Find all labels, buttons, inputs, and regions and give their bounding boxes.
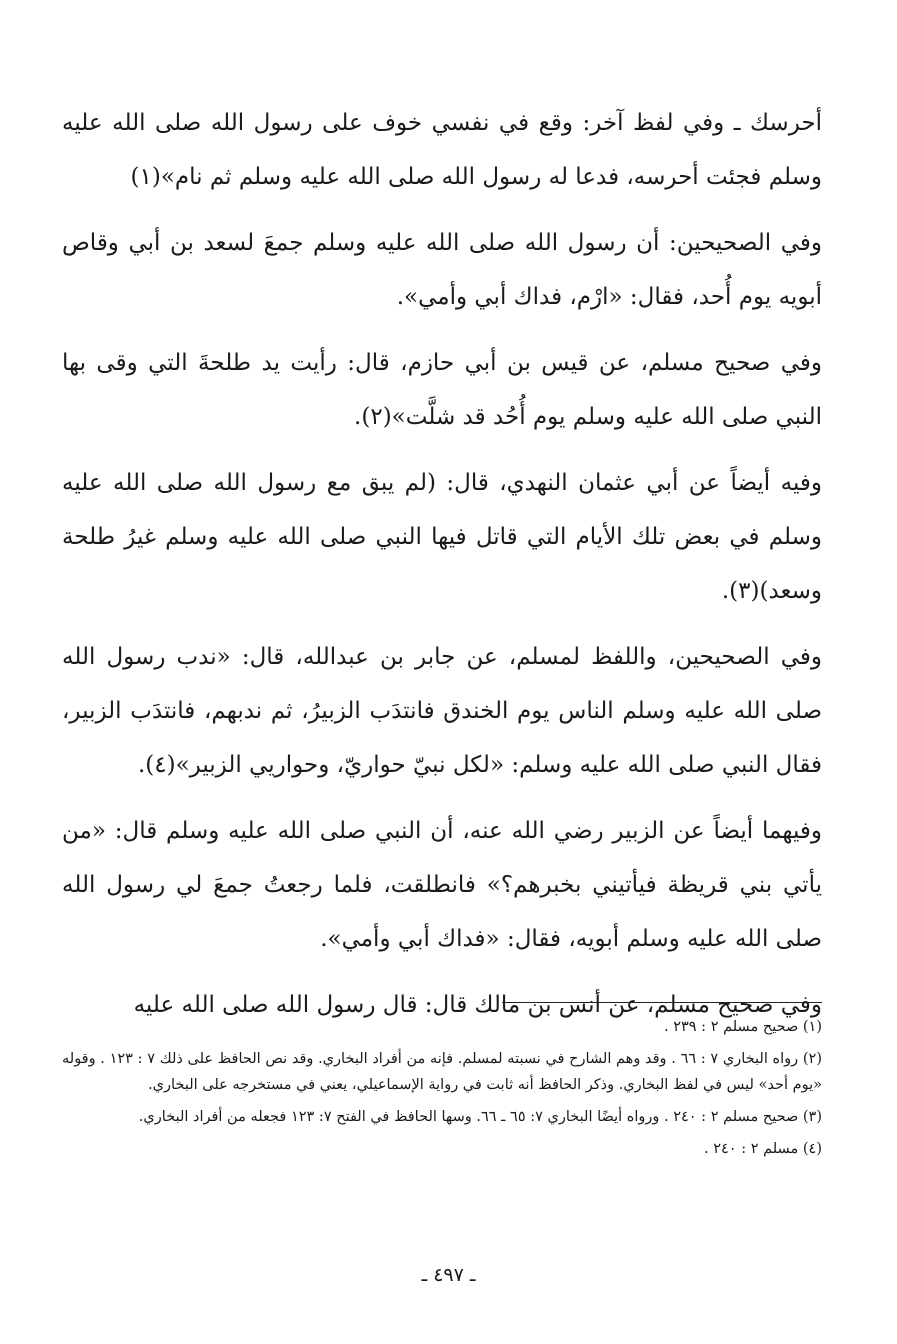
footnote-4: (٤) مسلم ٢ : ٢٤٠ .: [704, 1141, 822, 1157]
paragraph-6: وفيهما أيضاً عن الزبير رضي الله عنه، أن النبي صلى الله عليه وسلم قال: «من يأتي بني قريظة فيأتيني بخبرهم؟» فانطلقت، فلما رجعتُ جمعَ لي رسول الله صلى الله عليه وسلم أبويه، فقال: «فداك أبي وأمي».: [62, 818, 822, 952]
paragraph-2: وفي الصحيحين: أن رسول الله صلى الله عليه وسلم جمعَ لسعد بن أبي وقاص أبويه يوم أُحد، فقال: «ارْم، فداك أبي وأمي».: [62, 230, 822, 310]
paragraph-7: وفي صحيح مسلم، عن أنس بن مالك قال: قال رسول الله صلى الله عليه: [133, 992, 822, 1018]
footnotes: [62, 1014, 822, 1168]
paragraph-1: أحرسك ـ وفي لفظ آخر: وقع في نفسي خوف على رسول الله صلى الله عليه وسلم فجئت أحرسه، فدعا له رسول الله صلى الله عليه وسلم ثم نام»(١): [62, 110, 822, 190]
footnote-3: (٣) صحيح مسلم ٢ : ٢٤٠ . ورواه أيضًا البخاري ٧: ٦٥ ـ ٦٦. وسها الحافظ في الفتح ٧: ١٢٣ فجعله من أفراد البخاري.: [138, 1109, 822, 1125]
main-text: [62, 96, 822, 1044]
paragraph-5: وفي الصحيحين، واللفظ لمسلم، عن جابر بن عبدالله، قال: «ندب رسول الله صلى الله عليه وسلم الناس يوم الخندق فانتدَب الزبيرُ، ثم ندبهم، فانتدَب الزبير، فقال النبي صلى الله عليه وسلم: «لكل نبيّ حواريّ، وحواريي الزبير»(٤).: [62, 644, 822, 778]
paragraph-4: وفيه أيضاً عن أبي عثمان النهدي، قال: (لم يبق مع رسول الله صلى الله عليه وسلم في بعض تلك الأيام التي قاتل فيها النبي صلى الله عليه وسلم غيرُ طلحة وسعد)(٣).: [62, 470, 822, 604]
footnote-divider: [502, 1002, 822, 1003]
page-number: ـ ٤٩٧ ـ: [421, 1264, 476, 1286]
footnote-2: (٢) رواه البخاري ٧ : ٦٦ . وقد وهم الشارح في نسبته لمسلم. فإنه من أفراد البخاري. وقد نص الحافظ على ذلك ٧ : ١٢٣ . وقوله «يوم أحد» ليس في لفظ البخاري. وذكر الحافظ أنه ثابت في رواية الإسماعيلي، يعني في مستخرجه على البخاري.: [62, 1051, 822, 1093]
footnote-1: (١) صحيح مسلم ٢ : ٢٣٩ .: [663, 1019, 822, 1035]
paragraph-3: وفي صحيح مسلم، عن قيس بن أبي حازم، قال: رأيت يد طلحةَ التي وقى بها النبي صلى الله عليه وسلم يوم أُحُد قد شلَّت»(٢).: [62, 350, 822, 430]
